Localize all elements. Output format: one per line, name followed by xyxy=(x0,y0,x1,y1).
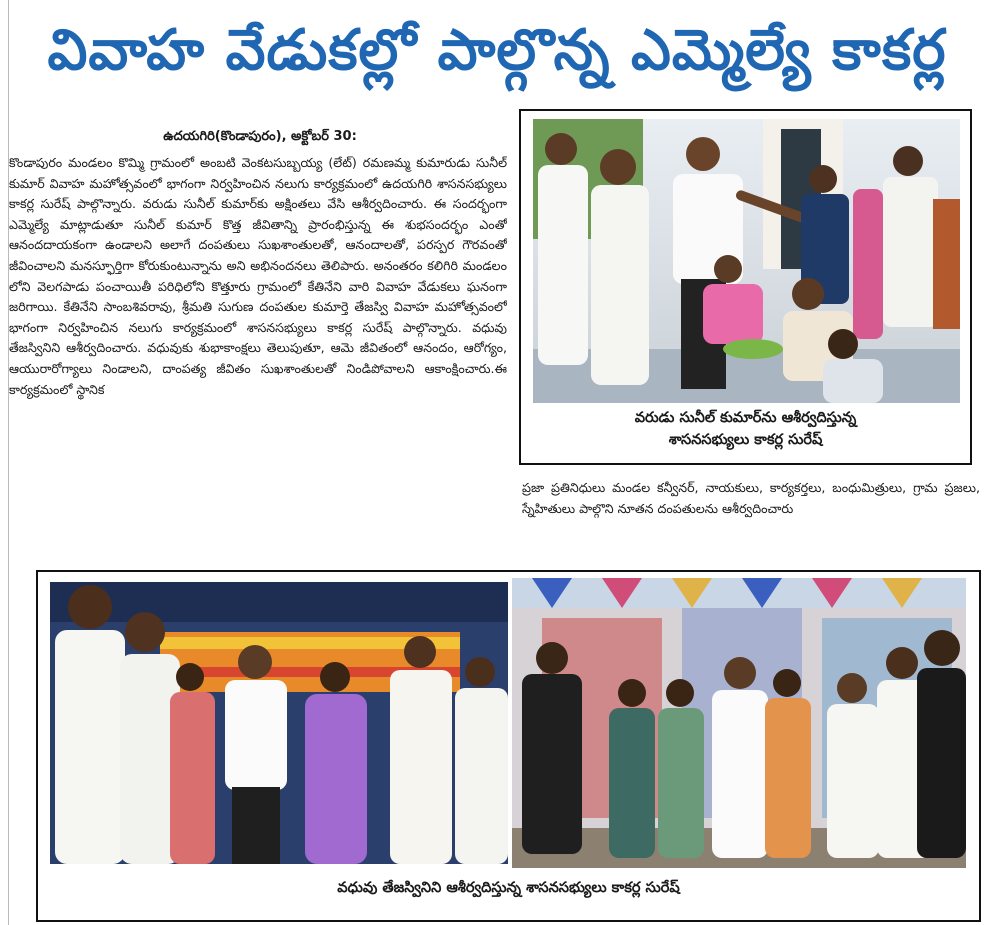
photo2-caption: వధువు తేజస్వినిని ఆశీర్వదిస్తున్న శాసనసభ్యులు కాకర్ల సురేష్ xyxy=(337,880,680,896)
article-continuation: ప్రజా ప్రతినిధులు మండల కన్వీనర్, నాయకులు, కార్యకర్తలు, బంధుమిత్రులు, గ్రామ ప్రజలు, స్నేహితులు పాల్గొని నూతన దంపతులను ఆశీర్వదించారు xyxy=(522,480,980,516)
article-body: కొండాపురం మండలం కొమ్మి గ్రామంలో అంబటి వెంకటసుబ్బయ్య (లేట్) రమణమ్మ కుమారుడు సునీల్ కుమార్ వివాహ మహోత్సవంలో భాగంగా నిర్వహించిన నలుగు కార్యక్రమంలో ఉదయగిరి శాసనసభ్యులు కాకర్ల సురేష్ పాల్గొన్నారు. వరుడు సునీల్ కుమార్‌కు అక్షింతలు వేసి ఆశీర్వదించారు. ఈ సందర్భంగా ఎమ్మెల్యే మాట్లాడుతూ సునీల్ కుమార్ కొత్త జీవితాన్ని ప్రారంభిస్తున్న ఈ శుభసందర్భం ఎంతో ఆనందదాయకంగా ఉండాలని అలాగే దంపతులు సుఖశాంతులతో, ఆనందాలతో, పరస్పర గౌరవంతో జీవించాలని మనస్ఫూర్తిగా కోరుకుంటున్నాను అని అభినందనలు తెలిపారు. అనంతరం కలిగిరి మండలం లోని వెలగపాడు పంచాయితీ పరిధిలోని కొత్తూరు గ్రామంలో కేతినేని వారి వివాహ వేడుకలు ఘనంగా జరిగాయి. కేతినేని సాంబశివరావు, శ్రీమతి సుగుణ దంపతుల కుమార్తె తేజస్వి వివాహ మహోత్సవంలో భాగంగా నిర్వహించిన నలుగు కార్యక్రమంలో శాసనసభ్యులు కాకర్ల సురేష్ పాల్గొన్నారు. వధువు తేజస్వినిని ఆశీర్వదించారు. వధువుకు శుభాకాంక్షలు తెలుపుతూ, ఆమె జీవితంలో ఆనందం, ఆరోగ్యం, ఆయురారోగ్యాలు నిండాలని, దాంపత్య జీవితం సుఖశాంతులతో నిండిపోవాలని ఆకాంక్షించారు.ఈ కార్యక్రమంలో స్థానిక xyxy=(9,155,507,397)
photo-groom-blessing xyxy=(533,119,960,403)
photo1-caption xyxy=(521,407,970,451)
page-edge-strip xyxy=(0,0,9,925)
photo-frame-groom xyxy=(519,109,972,465)
dateline: ఉదయగిరి(కొండాపురం), అక్టోబర్ 30: xyxy=(163,129,357,144)
headline: వివాహ వేడుకల్లో పాల్గొన్న ఎమ్మెల్యే కాకర్ల xyxy=(47,18,947,83)
photo-bride-stage xyxy=(50,582,508,864)
photo-bride-blessing xyxy=(512,578,966,868)
photo-frame-bride xyxy=(36,570,981,922)
photo1-caption-line2: శాసనసభ్యులు కాకర్ల సురేష్ xyxy=(668,432,823,448)
photo1-caption-line1: వరుడు సునీల్ కుమార్‌ను ఆశీర్వదిస్తున్న xyxy=(634,410,857,426)
